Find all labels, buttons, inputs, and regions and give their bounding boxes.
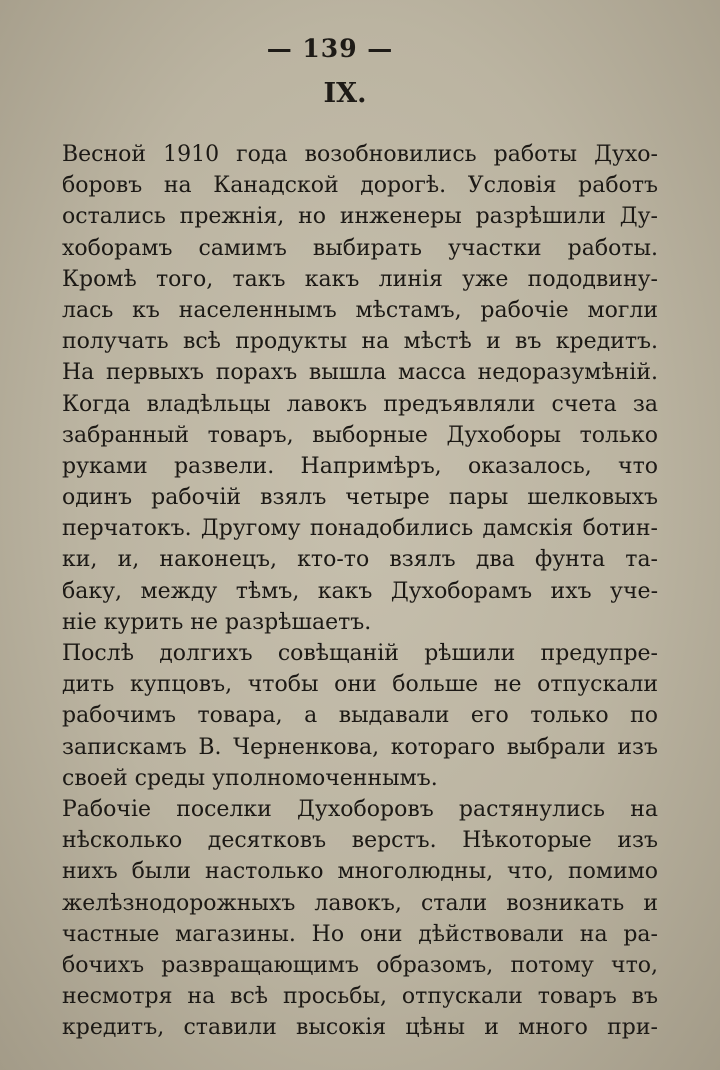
text-line: Весной 1910 года возобновились работы Духо- [62,142,658,167]
text-line: остались прежнія, но инженеры разрѣшили Ду- [62,204,658,230]
text-line: дить купцовъ, чтобы они больше не отпускали [62,672,658,698]
text-line: ки, и, наконецъ, кто-то взялъ два фунта та- [62,547,658,573]
text-line: перчатокъ. Другому понадобились дамскія ботин- [62,516,658,542]
text-line: нѣсколько десятковъ верстъ. Нѣкоторые изъ [62,828,658,854]
text-line: нихъ были настолько многолюдны, что, помимо [62,859,658,885]
text-line: забранный товаръ, выборные Духоборы только [62,422,658,448]
text-line: запискамъ В. Черненкова, котораго выбрали изъ [62,734,658,760]
chapter-heading: IX. [323,78,367,109]
text-line: На первыхъ порахъ вышла масса недоразумѣній. [62,360,658,386]
text-line: кредитъ, ставили высокія цѣны и много при- [62,1015,658,1041]
text-line: Когда владѣльцы лавокъ предъявляли счета за [62,391,658,417]
text-line: боровъ на Канадской дорогѣ. Условія работъ [62,173,658,199]
text-line: одинъ рабочій взялъ четыре пары шелковыхъ [62,485,658,511]
text-line: бочихъ развращающимъ образомъ, потому что, [62,952,658,978]
text-line: несмотря на всѣ просьбы, отпускали товаръ въ [62,984,658,1010]
text-line: баку, между тѣмъ, какъ Духоборамъ ихъ уче- [62,578,658,604]
text-line: Рабочіе поселки Духоборовъ растянулись на [62,796,658,822]
text-line: рабочимъ товара, а выдавали его только по [62,703,658,729]
text-line: частные магазины. Но они дѣйствовали на ра- [62,921,658,947]
text-line: Послѣ долгихъ совѣщаній рѣшили предупре- [62,641,658,666]
text-line: хоборамъ самимъ выбирать участки работы. [62,235,658,261]
text-line: Кромѣ того, такъ какъ линія уже пододвину- [62,266,658,292]
text-line: получать всѣ продукты на мѣстѣ и въ кредитъ. [62,329,658,355]
page-number: — 139 — [266,34,394,63]
text-line: ніе курить не разрѣшаетъ. [62,609,372,635]
text-line: желѣзнодорожныхъ лавокъ, стали возникать и [62,890,658,916]
text-line: своей среды уполномоченнымъ. [62,765,438,791]
text-line: лась къ населеннымъ мѣстамъ, рабочіе могли [62,297,658,323]
text-line: руками развели. Напримѣръ, оказалось, что [62,453,658,479]
body-text [62,139,658,1043]
